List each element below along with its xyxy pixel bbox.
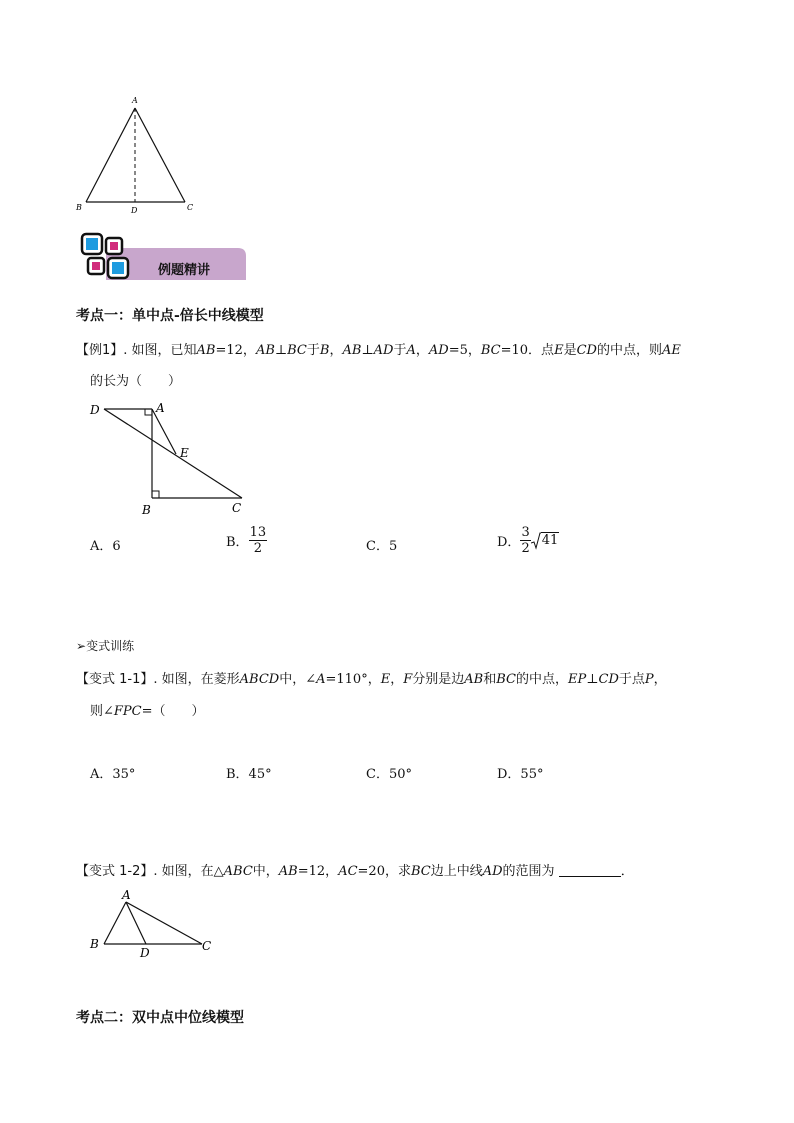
edge-ac: [126, 902, 202, 944]
variant11-tag: 【变式 1-1】: [76, 672, 154, 687]
radical-sign-icon: [531, 532, 541, 550]
example1-option-c[interactable]: C．5: [366, 539, 398, 554]
label-b: B: [142, 503, 151, 517]
variant-training-header: ➢变式训练: [76, 639, 135, 653]
figure-example1: [86, 398, 256, 518]
fraction-3-2: $\frac{3}{2}$: [521, 525, 530, 556]
edge-ab: [86, 108, 135, 202]
edge-dc: [104, 409, 242, 498]
variant11-line1: 【变式 1-1】. 如图，在菱形ABCD中，∠A=110°，E，F分别是边AB和BC的中点，EP⊥CD于点P，: [76, 672, 667, 687]
label-b: B: [90, 937, 99, 951]
answer-blank[interactable]: [559, 864, 621, 877]
variant11-option-a[interactable]: A．35°: [90, 767, 136, 782]
squares-logo-icon: [78, 230, 134, 282]
label-c: C: [232, 501, 242, 515]
label-b: B: [76, 203, 82, 212]
label-d: D: [131, 206, 138, 215]
example1-option-a[interactable]: A．6: [90, 539, 121, 554]
section2-title: 考点二：双中点中位线模型: [76, 1010, 244, 1026]
edge-ab: [104, 902, 126, 944]
banner-title: 例题精讲: [158, 263, 211, 278]
example1-line2: 的长为（ ）: [90, 374, 182, 389]
example1-option-d[interactable]: D． $\frac{3}{2}$ 41: [497, 525, 559, 556]
variant11-option-b[interactable]: B．45°: [226, 767, 272, 782]
example1-option-b[interactable]: B． $\frac{13}{2}$: [226, 525, 267, 556]
variant11-option-d[interactable]: D．55°: [497, 767, 544, 782]
example1-tag: 【例1】: [76, 343, 124, 358]
fraction-13-2: $\frac{13}{2}$: [249, 525, 267, 556]
median-ad: [126, 902, 146, 944]
variant11-option-c[interactable]: C．50°: [366, 767, 412, 782]
label-a: A: [132, 96, 138, 105]
label-d: D: [140, 946, 150, 960]
label-c: C: [187, 203, 194, 212]
label-c: C: [202, 939, 212, 953]
variant12-line1: 【变式 1-2】. 如图，在△ABC中，AB=12，AC=20，求BC边上中线AD的范围为 ．: [76, 864, 634, 879]
figure-variant12: [86, 888, 216, 960]
section1-title: 考点一：单中点-倍长中线模型: [76, 308, 264, 324]
edge-ac: [135, 108, 185, 202]
variant11-line2: 则∠FPC=（ ）: [90, 704, 205, 719]
label-e: E: [180, 446, 189, 460]
label-a: A: [122, 888, 131, 902]
label-a: A: [156, 401, 165, 415]
example-banner: [78, 228, 248, 284]
arrow-marker-icon: ➢: [76, 639, 87, 653]
right-angle-mark-a: [145, 409, 152, 415]
variant12-tag: 【变式 1-2】: [76, 864, 154, 879]
figure-triangle-abc-top: [70, 92, 210, 218]
example1-line1: 【例1】. 如图，已知AB=12，AB⊥BC于B，AB⊥AD于A，AD=5，BC=10．点E是CD的中点，则AE: [76, 343, 681, 358]
right-angle-mark-b: [152, 491, 159, 498]
label-d: D: [90, 403, 100, 417]
